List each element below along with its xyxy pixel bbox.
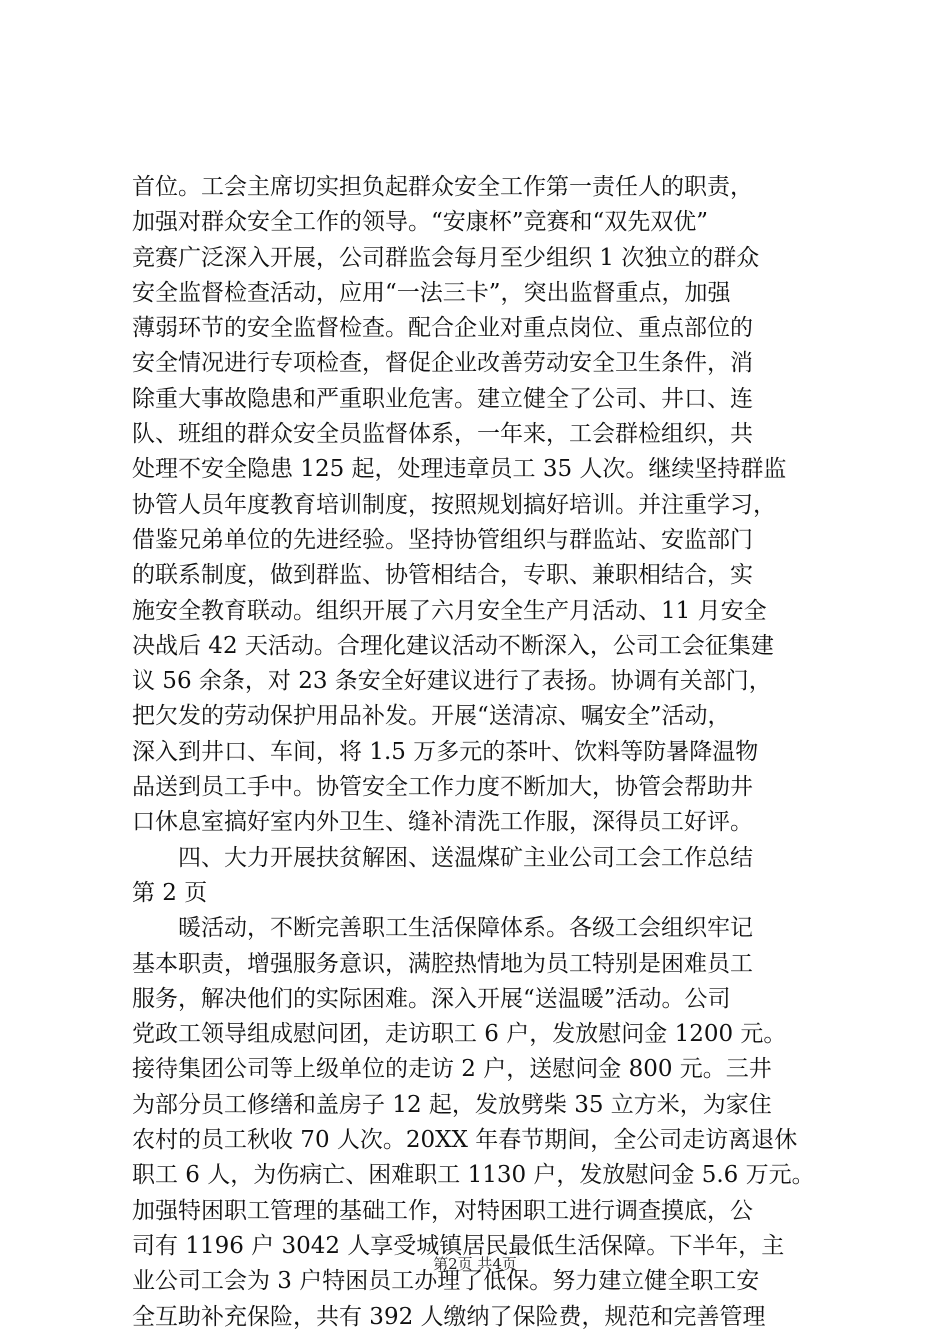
text-line: 安全情况进行专项检查，督促企业改善劳动安全卫生条件，消 — [132, 350, 753, 377]
text-line: 竞赛广泛深入开展，公司群监会每月至少组织 1 次独立的群众 — [132, 244, 760, 271]
text-line: 加强对群众安全工作的领导。“安康杯”竞赛和“双先双优” — [132, 209, 709, 236]
text-line: 借鉴兄弟单位的先进经验。坚持协管组织与群监站、安监部门 — [132, 526, 753, 553]
text-line: 品送到员工手中。协管安全工作力度不断加大，协管会帮助井 — [132, 774, 753, 801]
text-line: 加强特困职工管理的基础工作，对特困职工进行调查摸底，公 — [132, 1197, 753, 1224]
text-line: 业公司工会为 3 户特困员工办理了低保。努力建立健全职工安 — [132, 1268, 760, 1295]
text-line: 除重大事故隐患和严重职业危害。建立健全了公司、井口、连 — [132, 385, 753, 412]
text-line: 队、班组的群众安全员监督体系，一年来，工会群检组织，共 — [132, 421, 753, 448]
text-line: 为部分员工修缮和盖房子 12 起，发放劈柴 35 立方米，为家住 — [132, 1091, 772, 1118]
text-line: 全互助补充保险，共有 392 人缴纳了保险费，规范和完善管理 — [132, 1303, 766, 1330]
text-line: 协管人员年度教育培训制度，按照规划搞好培训。并注重学习， — [132, 491, 776, 518]
section-heading: 四、大力开展扶贫解困、送温煤矿主业公司工会工作总结 — [132, 844, 753, 871]
text-line: 处理不安全隐患 125 起，处理违章员工 35 人次。继续坚持群监 — [132, 456, 787, 483]
body-text — [132, 170, 844, 1335]
text-line: 服务，解决他们的实际困难。深入开展“送温暖”活动。公司 — [132, 985, 731, 1012]
text-line: 基本职责，增强服务意识，满腔热情地为员工特别是困难员工 — [132, 950, 753, 977]
text-line: 把欠发的劳动保护用品补发。开展“送清凉、嘱安全”活动， — [132, 703, 731, 730]
text-line: 安全监督检查活动，应用“一法三卡”，突出监督重点，加强 — [132, 279, 731, 306]
text-line: 口休息室搞好室内外卫生、缝补清洗工作服，深得员工好评。 — [132, 809, 753, 836]
page-marker: 第 2 页 — [132, 879, 208, 906]
text-line: 党政工领导组成慰问团，走访职工 6 户，发放慰问金 1200 元。 — [132, 1021, 787, 1048]
text-line: 薄弱环节的安全监督检查。配合企业对重点岗位、重点部位的 — [132, 315, 753, 342]
text-line: 深入到井口、车间，将 1.5 万多元的茶叶、饮料等防暑降温物 — [132, 738, 759, 765]
text-line: 决战后 42 天活动。合理化建议活动不断深入，公司工会征集建 — [132, 632, 774, 659]
text-line: 暖活动，不断完善职工生活保障体系。各级工会组织牢记 — [132, 915, 753, 942]
text-line: 农村的员工秋收 70 人次。20XX 年春节期间，全公司走访离退休 — [132, 1127, 798, 1154]
text-line: 司有 1196 户 3042 人享受城镇居民最低生活保障。下半年，主 — [132, 1232, 785, 1259]
text-line: 接待集团公司等上级单位的走访 2 户，送慰问金 800 元。三井 — [132, 1056, 772, 1083]
text-line: 的联系制度，做到群监、协管相结合，专职、兼职相结合，实 — [132, 562, 753, 589]
text-line: 职工 6 人，为伤病亡、困难职工 1130 户，发放慰问金 5.6 万元。 — [132, 1162, 815, 1189]
text-line: 议 56 余条，对 23 条安全好建议进行了表扬。协调有关部门， — [132, 668, 772, 695]
text-line: 施安全教育联动。组织开展了六月安全生产月活动、11 月安全 — [132, 597, 767, 624]
text-line: 首位。工会主席切实担负起群众安全工作第一责任人的职责， — [132, 174, 753, 200]
page-footer: 第2页 共4页 — [433, 1255, 517, 1273]
